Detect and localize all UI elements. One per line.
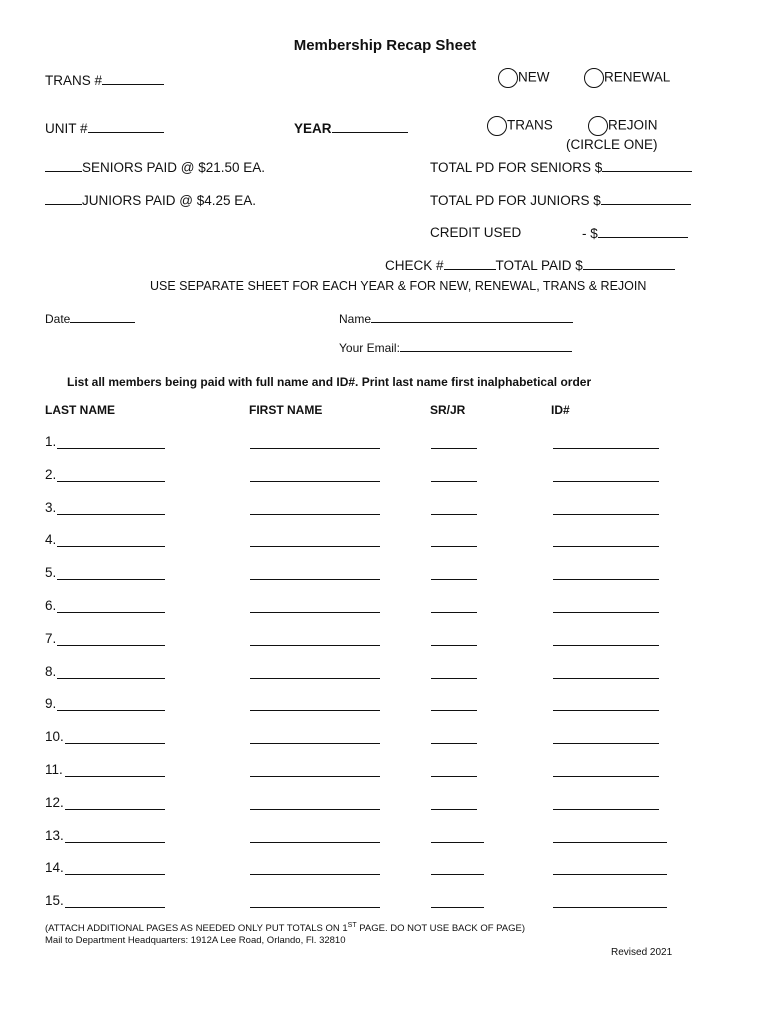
id-field[interactable] <box>553 546 659 548</box>
unit-number-line <box>88 120 164 133</box>
id-field[interactable] <box>553 514 659 516</box>
first-name-field[interactable] <box>250 743 380 745</box>
rejoin-circle <box>588 116 608 136</box>
column-header-last-name: LAST NAME <box>45 403 115 417</box>
id-field[interactable] <box>553 874 667 876</box>
first-name-field[interactable] <box>250 645 380 647</box>
row-number: 15. <box>45 893 64 908</box>
id-field[interactable] <box>553 809 659 811</box>
row-number: 14. <box>45 860 64 875</box>
credit-dash-label: - $ <box>582 226 598 241</box>
row-number: 6. <box>45 598 57 613</box>
first-name-field[interactable] <box>250 678 380 680</box>
attach-note <box>45 922 525 934</box>
first-name-field[interactable] <box>250 907 380 909</box>
date-line <box>70 310 135 323</box>
sr-jr-field[interactable] <box>431 842 484 844</box>
row-number: 9. <box>45 696 57 711</box>
year-field[interactable] <box>294 120 408 136</box>
id-field[interactable] <box>553 481 659 483</box>
first-name-field[interactable] <box>250 579 380 581</box>
total-seniors-label: TOTAL PD FOR SENIORS $ <box>430 160 603 175</box>
sr-jr-field[interactable] <box>431 481 477 483</box>
id-field[interactable] <box>553 579 659 581</box>
credit-used-line <box>598 225 688 238</box>
page-title: Membership Recap Sheet <box>293 37 477 54</box>
row-number: 3. <box>45 500 57 515</box>
last-name-field[interactable] <box>65 907 165 909</box>
row-number: 10. <box>45 729 64 744</box>
last-name-field[interactable] <box>65 776 165 778</box>
email-field[interactable] <box>339 339 572 355</box>
juniors-paid-field[interactable] <box>45 192 256 208</box>
sr-jr-field[interactable] <box>431 907 484 909</box>
last-name-field[interactable] <box>57 448 165 450</box>
total-seniors-field[interactable] <box>430 159 692 175</box>
year-label: YEAR <box>294 121 332 136</box>
revised-note: Revised 2021 <box>611 947 673 958</box>
first-name-field[interactable] <box>250 874 380 876</box>
id-field[interactable] <box>553 842 667 844</box>
renewal-circle <box>584 68 604 88</box>
last-name-field[interactable] <box>57 481 165 483</box>
id-field[interactable] <box>553 907 667 909</box>
total-seniors-line <box>602 159 692 172</box>
first-name-field[interactable] <box>250 842 380 844</box>
sr-jr-field[interactable] <box>431 579 477 581</box>
total-juniors-line <box>601 192 691 205</box>
row-number: 1. <box>45 434 57 449</box>
last-name-field[interactable] <box>57 546 165 548</box>
last-name-field[interactable] <box>57 645 165 647</box>
first-name-field[interactable] <box>250 710 380 712</box>
option-new-label: NEW <box>518 69 550 85</box>
sr-jr-field[interactable] <box>431 874 484 876</box>
first-name-field[interactable] <box>250 481 380 483</box>
circle-one-note: (CIRCLE ONE) <box>566 137 658 152</box>
trans-circle <box>487 116 507 136</box>
row-number: 8. <box>45 664 57 679</box>
column-header-sr-jr: SR/JR <box>430 403 466 417</box>
trans-label: TRANS # <box>45 73 103 88</box>
first-name-field[interactable] <box>250 546 380 548</box>
last-name-field[interactable] <box>57 612 165 614</box>
last-name-field[interactable] <box>65 809 165 811</box>
total-juniors-field[interactable] <box>430 192 691 208</box>
row-number: 5. <box>45 565 57 580</box>
date-field[interactable] <box>45 310 135 326</box>
attach-note-sup: ST <box>347 922 357 929</box>
email-line <box>400 339 572 352</box>
id-field[interactable] <box>553 710 659 712</box>
name-field[interactable] <box>339 310 573 326</box>
credit-used-field[interactable] <box>582 225 688 241</box>
row-number: 11. <box>45 762 63 777</box>
id-field[interactable] <box>553 743 659 745</box>
sr-jr-field[interactable] <box>431 710 477 712</box>
option-rejoin-label: REJOIN <box>608 117 658 133</box>
option-trans-label: TRANS <box>507 117 553 133</box>
row-number: 4. <box>45 532 57 547</box>
name-line <box>371 310 573 323</box>
first-name-field[interactable] <box>250 776 380 778</box>
row-number: 12. <box>45 795 64 810</box>
mailing-address: Mail to Department Headquarters: 1912A Lee Road, Orlando, Fl. 32810 <box>45 935 346 946</box>
last-name-field[interactable] <box>65 743 165 745</box>
total-paid-label: TOTAL PAID $ <box>495 258 583 273</box>
sr-jr-field[interactable] <box>431 645 477 647</box>
year-line <box>332 120 408 133</box>
last-name-field[interactable] <box>65 842 165 844</box>
sr-jr-field[interactable] <box>431 612 477 614</box>
unit-number-field[interactable] <box>45 120 164 136</box>
seniors-paid-label: SENIORS PAID @ $21.50 EA. <box>82 160 266 175</box>
name-label: Name <box>339 312 372 326</box>
juniors-paid-label: JUNIORS PAID @ $4.25 EA. <box>82 193 257 208</box>
id-field[interactable] <box>553 645 659 647</box>
trans-number-line <box>102 72 164 85</box>
id-field[interactable] <box>553 448 659 450</box>
row-number: 2. <box>45 467 57 482</box>
last-name-field[interactable] <box>57 678 165 680</box>
first-name-field[interactable] <box>250 448 380 450</box>
total-paid-line <box>583 257 675 270</box>
first-name-field[interactable] <box>250 809 380 811</box>
sr-jr-field[interactable] <box>431 514 477 516</box>
option-renewal[interactable] <box>584 68 670 88</box>
new-circle <box>498 68 518 88</box>
sr-jr-field[interactable] <box>431 546 477 548</box>
total-juniors-label: TOTAL PD FOR JUNIORS $ <box>430 193 601 208</box>
sr-jr-field[interactable] <box>431 809 477 811</box>
check-number-line <box>444 257 496 270</box>
column-header-first-name: FIRST NAME <box>249 403 323 417</box>
trans-number-field[interactable] <box>45 72 164 88</box>
sr-jr-field[interactable] <box>431 448 477 450</box>
sr-jr-field[interactable] <box>431 678 477 680</box>
sr-jr-field[interactable] <box>431 743 477 745</box>
last-name-field[interactable] <box>65 874 165 876</box>
first-name-field[interactable] <box>250 612 380 614</box>
last-name-field[interactable] <box>57 514 165 516</box>
instructions: List all members being paid with full name and ID#. Print last name first inalphabetical order <box>67 375 592 389</box>
last-name-field[interactable] <box>57 579 165 581</box>
last-name-field[interactable] <box>57 710 165 712</box>
date-label: Date <box>45 312 71 326</box>
attach-note-pre: (ATTACH ADDITIONAL PAGES AS NEEDED ONLY PUT TOTALS ON 1 <box>45 923 348 935</box>
sr-jr-field[interactable] <box>431 776 477 778</box>
option-rejoin[interactable] <box>588 116 658 136</box>
separate-sheet-notice: USE SEPARATE SHEET FOR EACH YEAR & FOR NEW, RENEWAL, TRANS & REJOIN <box>150 279 647 293</box>
option-trans[interactable] <box>487 116 553 136</box>
column-header-id: ID# <box>551 403 570 417</box>
option-new[interactable] <box>498 68 550 88</box>
seniors-count-line <box>45 159 82 172</box>
check-number-field[interactable] <box>385 257 675 273</box>
first-name-field[interactable] <box>250 514 380 516</box>
id-field[interactable] <box>553 612 659 614</box>
attach-note-post: PAGE. DO NOT USE BACK OF PAGE) <box>356 923 526 935</box>
credit-used-label: CREDIT USED <box>430 225 522 240</box>
email-label: Your Email: <box>339 341 400 355</box>
juniors-count-line <box>45 192 82 205</box>
id-field[interactable] <box>553 678 659 680</box>
option-renewal-label: RENEWAL <box>604 69 671 85</box>
unit-label: UNIT # <box>45 121 88 136</box>
row-number: 7. <box>45 631 57 646</box>
id-field[interactable] <box>553 776 659 778</box>
seniors-paid-field[interactable] <box>45 159 265 175</box>
check-label: CHECK # <box>385 258 444 273</box>
row-number: 13. <box>45 828 64 843</box>
